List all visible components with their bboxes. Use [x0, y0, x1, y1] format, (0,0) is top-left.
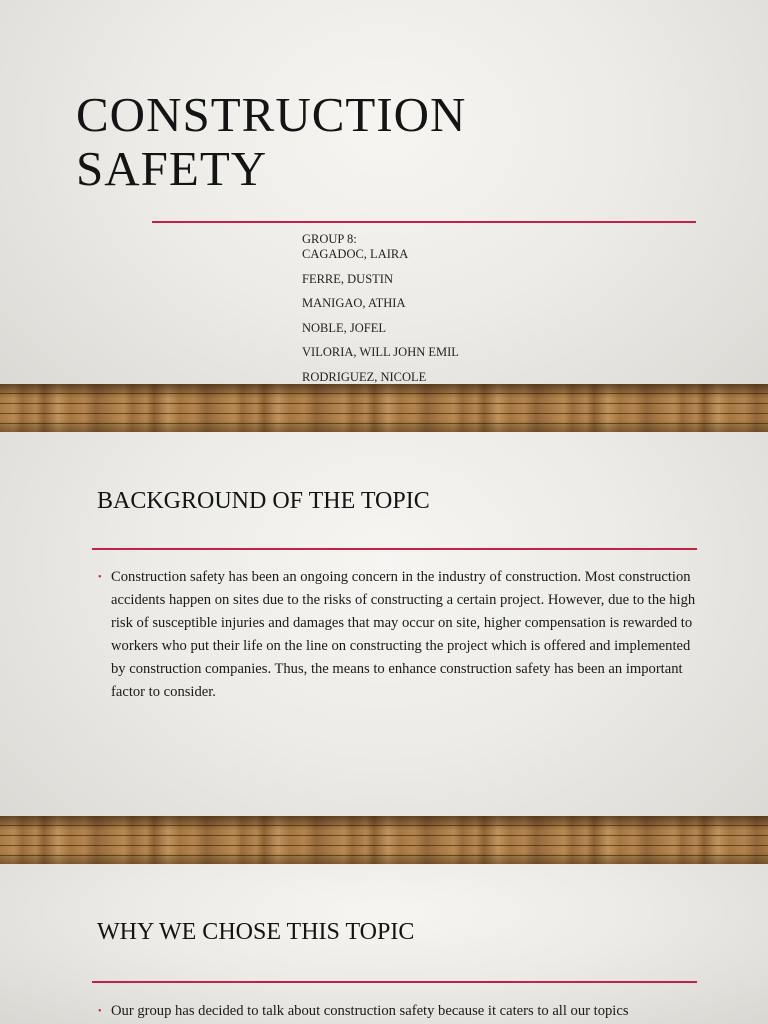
slide-heading: WHY WE CHOSE THIS TOPIC — [97, 919, 415, 945]
member-name: FERRE, DUSTIN — [302, 271, 393, 286]
member-name: NOBLE, JOFEL — [302, 320, 387, 335]
wood-floor-image — [0, 816, 768, 864]
bullet-dot-icon: • — [98, 1006, 102, 1017]
title-divider-line — [152, 221, 696, 223]
slide-title — [0, 0, 768, 432]
member-name: RODRIGUEZ, NICOLE — [302, 369, 427, 384]
group-label: GROUP 8: — [302, 232, 357, 246]
slide-heading: BACKGROUND OF THE TOPIC — [97, 488, 430, 514]
bullet-item — [98, 1000, 698, 1023]
member-name: CAGADOC, LAIRA — [302, 247, 409, 261]
heading-divider-line — [92, 981, 697, 983]
group-members-list — [302, 232, 459, 385]
member-name: VILORIA, WILL JOHN EMIL — [302, 345, 459, 359]
wood-floor-image — [0, 384, 768, 432]
heading-divider-line — [92, 548, 697, 550]
slide-why-topic — [0, 864, 768, 1024]
bullet-item — [98, 566, 698, 704]
slide-background — [0, 432, 768, 864]
member-name: MANIGAO, ATHIA — [302, 296, 406, 310]
bullet-text: Our group has decided to talk about construction safety because it caters to all our topics — [111, 1003, 629, 1019]
slide-title-heading: CONSTRUCTION SAFETY — [76, 87, 467, 196]
bullet-dot-icon: • — [98, 572, 102, 583]
bullet-text: Construction safety has been an ongoing concern in the industry of construction. Most construction accidents happen on sites due to the risks of constructing a certain project. However, due to the high risk of susceptible injuries and damages that may occur on site, higher compensation is rewarded to workers who put their life on the line on constructing the project which is offered and implemented by construction companies. Thus, the means to enhance construction safety has been an important factor to consider. — [111, 569, 696, 700]
